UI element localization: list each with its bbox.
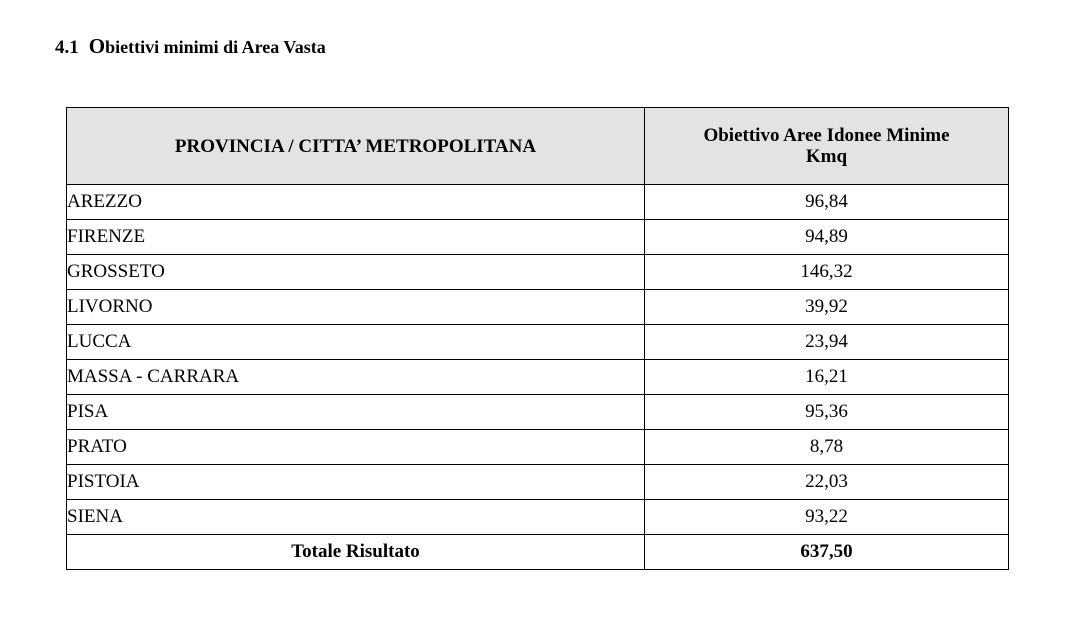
table-row: [67, 360, 1009, 395]
cell-provincia: PISA: [67, 395, 645, 430]
cell-provincia: PRATO: [67, 430, 645, 465]
cell-provincia: SIENA: [67, 500, 645, 535]
table-row: [67, 290, 1009, 325]
table-row: [67, 185, 1009, 220]
cell-kmq: 146,32: [645, 255, 1009, 290]
cell-provincia: FIRENZE: [67, 220, 645, 255]
cell-kmq: 93,22: [645, 500, 1009, 535]
cell-provincia: LIVORNO: [67, 290, 645, 325]
cell-kmq: 95,36: [645, 395, 1009, 430]
table-row: [67, 500, 1009, 535]
cell-provincia: AREZZO: [67, 185, 645, 220]
section-title: biettivi minimi di Area Vasta: [105, 37, 326, 57]
cell-kmq: 96,84: [645, 185, 1009, 220]
table-row: [67, 255, 1009, 290]
table-row: [67, 430, 1009, 465]
table-header: [67, 108, 1009, 185]
cell-kmq: 16,21: [645, 360, 1009, 395]
cell-kmq: 22,03: [645, 465, 1009, 500]
total-label: Totale Risultato: [67, 535, 645, 570]
section-title-initial: O: [88, 34, 106, 58]
cell-provincia: LUCCA: [67, 325, 645, 360]
table-row: [67, 395, 1009, 430]
total-row: [67, 535, 1009, 570]
area-targets-table: [66, 107, 1009, 570]
cell-kmq: 94,89: [645, 220, 1009, 255]
table-row: [67, 465, 1009, 500]
cell-kmq: 23,94: [645, 325, 1009, 360]
header-obiettivo-line1: Obiettivo Aree Idonee Minime: [703, 125, 950, 146]
table-body: [67, 185, 1009, 570]
header-obiettivo-unit: Kmq: [805, 146, 848, 167]
section-heading: [55, 33, 326, 61]
header-obiettivo: [645, 108, 1009, 185]
cell-provincia: MASSA - CARRARA: [67, 360, 645, 395]
total-value: 637,50: [645, 535, 1009, 570]
section-number: 4.1: [55, 37, 79, 58]
cell-kmq: 39,92: [645, 290, 1009, 325]
table-row: [67, 325, 1009, 360]
table-row: [67, 220, 1009, 255]
header-row: [67, 108, 1009, 185]
header-provincia: PROVINCIA / CITTA’ METROPOLITANA: [67, 108, 645, 185]
cell-provincia: GROSSETO: [67, 255, 645, 290]
cell-kmq: 8,78: [645, 430, 1009, 465]
cell-provincia: PISTOIA: [67, 465, 645, 500]
